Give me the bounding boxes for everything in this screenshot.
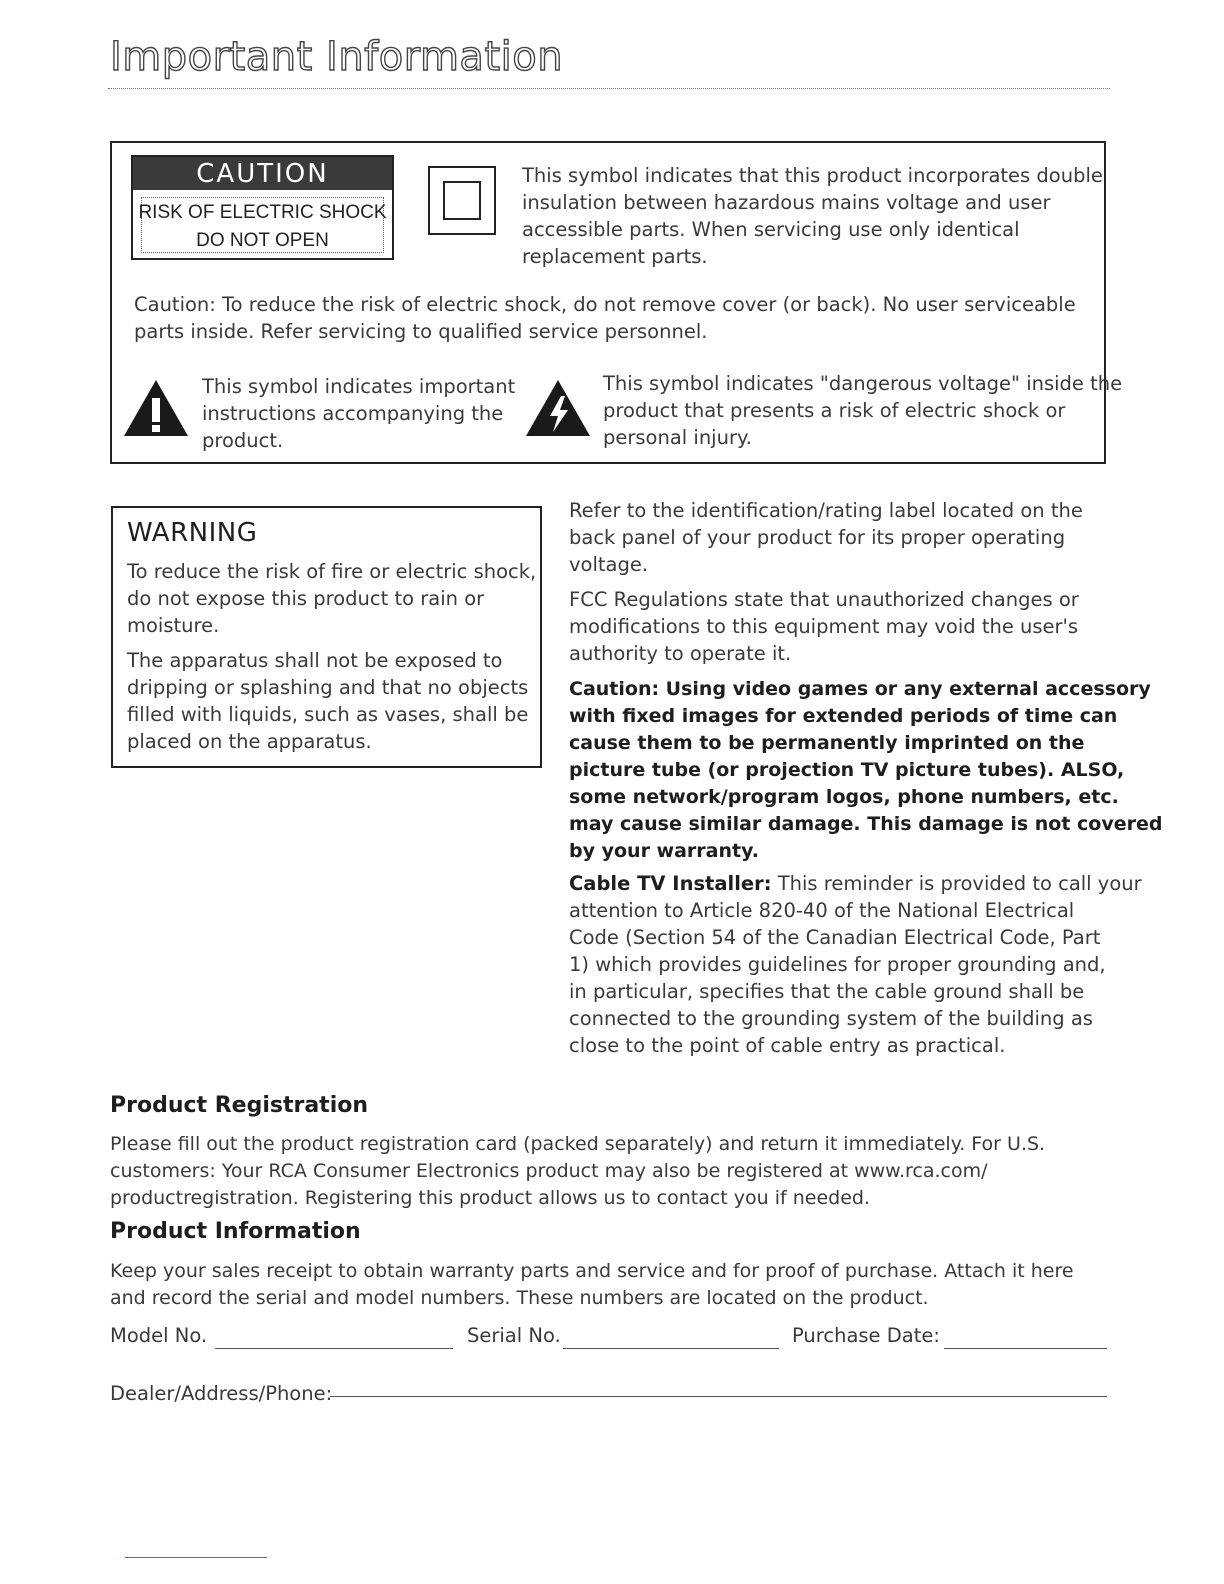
exclamation-symbol-text xyxy=(202,373,515,454)
text-line: moisture. xyxy=(127,614,220,637)
cable-installer-paragraph xyxy=(569,870,1142,1059)
text-line: product that presents a risk of electric shock or xyxy=(603,399,1066,422)
text-line: 1) which provides guidelines for proper grounding and, xyxy=(569,953,1106,976)
text-line: Keep your sales receipt to obtain warranty parts and service and for proof of purchase. Attach it here xyxy=(110,1260,1074,1282)
text-line: with fixed images for extended periods of time can xyxy=(569,705,1118,727)
text-line: by your warranty. xyxy=(569,840,759,862)
text-line: close to the point of cable entry as practical. xyxy=(569,1034,1006,1057)
text-line: connected to the grounding system of the building as xyxy=(569,1007,1093,1030)
caution-badge xyxy=(131,155,394,260)
caution-badge-line-1: RISK OF ELECTRIC SHOCK xyxy=(138,202,387,223)
double-insulation-text xyxy=(522,162,1103,270)
fcc-paragraph xyxy=(569,586,1079,667)
text-line: placed on the apparatus. xyxy=(127,730,372,753)
footer-rule xyxy=(125,1557,267,1558)
product-registration-text xyxy=(110,1131,1045,1212)
text-line: accessible parts. When servicing use only identical xyxy=(522,218,1020,241)
text-line: personal injury. xyxy=(603,426,752,449)
title-divider xyxy=(108,88,1110,89)
text-line: insulation between hazardous mains voltage and user xyxy=(522,191,1051,214)
text-line: FCC Regulations state that unauthorized changes or xyxy=(569,588,1079,611)
text-line: do not expose this product to rain or xyxy=(127,587,485,610)
purchase-date-field[interactable] xyxy=(944,1348,1107,1349)
text-line: authority to operate it. xyxy=(569,642,792,665)
dealer-address-phone-field[interactable] xyxy=(330,1396,1107,1397)
dangerous-voltage-icon xyxy=(524,378,592,438)
caution-statement xyxy=(134,291,1076,345)
text-line: back panel of your product for its proper operating xyxy=(569,526,1066,549)
text-line: picture tube (or projection TV picture tubes). ALSO, xyxy=(569,759,1125,781)
warning-title: WARNING xyxy=(127,518,258,548)
text-line: in particular, specifies that the cable ground shall be xyxy=(569,980,1085,1003)
cable-installer-label: Cable TV Installer: xyxy=(569,872,772,895)
text-line: This symbol indicates that this product incorporates double xyxy=(522,164,1103,187)
exclamation-warning-icon xyxy=(122,378,190,438)
page-title: Important Information xyxy=(110,34,564,80)
serial-number-label: Serial No. xyxy=(467,1324,561,1347)
text-line: parts inside. Refer servicing to qualified service personnel. xyxy=(134,320,708,343)
burn-in-caution-paragraph xyxy=(569,676,1163,865)
text-line: cause them to be permanently imprinted on the xyxy=(569,732,1085,754)
product-information-heading: Product Information xyxy=(110,1219,361,1244)
voltage-symbol-text xyxy=(603,370,1122,451)
model-number-label: Model No. xyxy=(110,1324,208,1347)
text-line: Caution: Using video games or any external accessory xyxy=(569,678,1151,700)
text-line: Please fill out the product registration card (packed separately) and return it immediately. For U.S. xyxy=(110,1133,1046,1155)
text-line: To reduce the risk of fire or electric shock, xyxy=(127,560,537,583)
caution-badge-heading: CAUTION xyxy=(133,157,392,190)
purchase-date-label: Purchase Date: xyxy=(792,1324,940,1347)
product-information-text xyxy=(110,1258,1074,1312)
text-line: This symbol indicates "dangerous voltage" inside the xyxy=(603,372,1123,395)
text-line xyxy=(569,870,1142,897)
text-line: voltage. xyxy=(569,553,649,576)
product-registration-heading: Product Registration xyxy=(110,1093,369,1118)
text-line: may cause similar damage. This damage is not covered xyxy=(569,813,1163,835)
text-line: Code (Section 54 of the Canadian Electrical Code, Part xyxy=(569,926,1101,949)
warning-paragraph-1 xyxy=(127,558,536,639)
text-line: productregistration. Registering this product allows us to contact you if needed. xyxy=(110,1187,871,1209)
text-line: and record the serial and model numbers. These numbers are located on the product. xyxy=(110,1287,929,1309)
text-line: product. xyxy=(202,429,284,452)
dealer-address-phone-label: Dealer/Address/Phone: xyxy=(110,1382,333,1405)
rating-label-paragraph xyxy=(569,497,1083,578)
text-line: attention to Article 820-40 of the National Electrical xyxy=(569,899,1075,922)
text-line: dripping or splashing and that no objects xyxy=(127,676,529,699)
text-line: filled with liquids, such as vases, shall be xyxy=(127,703,529,726)
text-line: customers: Your RCA Consumer Electronics product may also be registered at www.rca.com/ xyxy=(110,1160,988,1182)
serial-number-field[interactable] xyxy=(563,1348,779,1349)
text-line: The apparatus shall not be exposed to xyxy=(127,649,503,672)
text-line: modifications to this equipment may void the user's xyxy=(569,615,1079,638)
text-line: Caution: To reduce the risk of electric shock, do not remove cover (or back). No user serviceable xyxy=(134,293,1076,316)
text-line: This symbol indicates important xyxy=(202,375,516,398)
double-insulation-icon-inner xyxy=(443,181,481,220)
warning-paragraph-2 xyxy=(127,647,528,755)
text-line: some network/program logos, phone numbers, etc. xyxy=(569,786,1119,808)
text-line: replacement parts. xyxy=(522,245,708,268)
model-number-field[interactable] xyxy=(215,1348,453,1349)
caution-badge-line-2: DO NOT OPEN xyxy=(196,230,329,251)
text-line: instructions accompanying the xyxy=(202,402,504,425)
text-line: Refer to the identification/rating label located on the xyxy=(569,499,1083,522)
text-fragment: This reminder is provided to call your xyxy=(771,872,1142,895)
